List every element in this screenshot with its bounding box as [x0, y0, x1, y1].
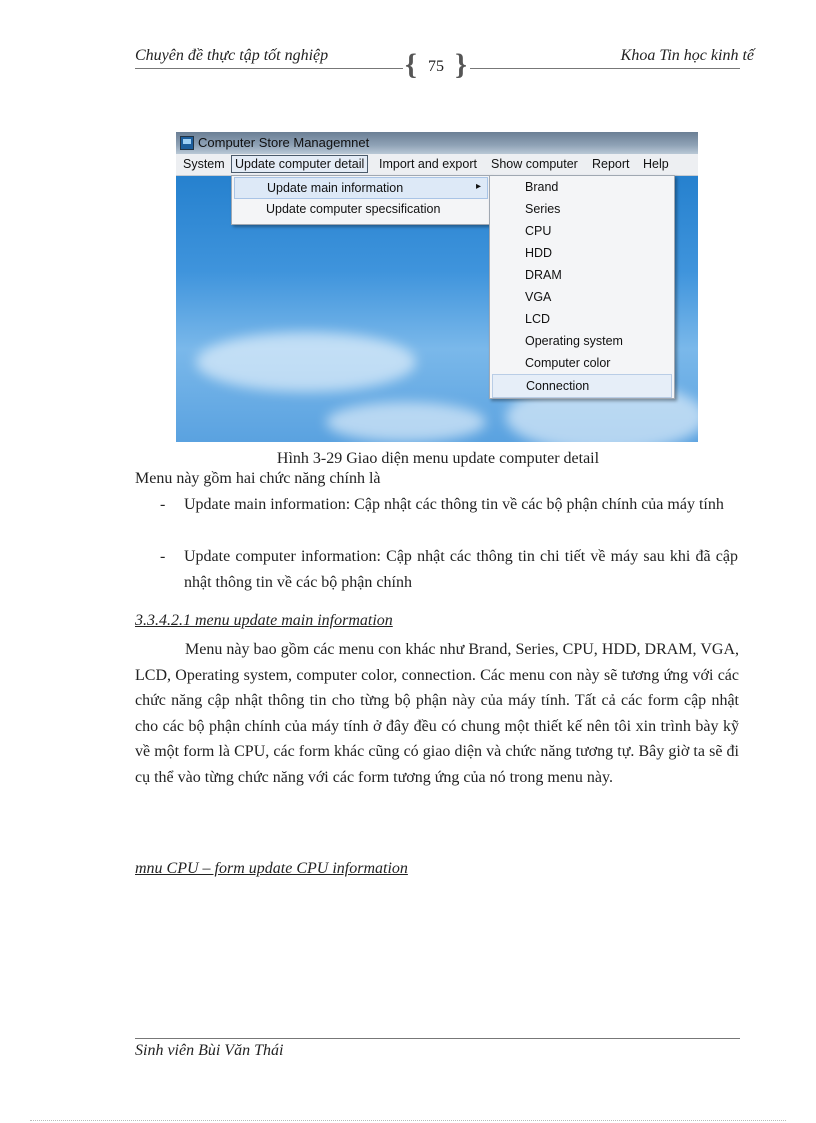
- page-number: 75: [428, 58, 444, 75]
- header-rule-left: [135, 68, 403, 69]
- menu-item-vga[interactable]: VGA: [525, 290, 552, 304]
- submenu-update-specification[interactable]: Update computer specsification: [266, 202, 441, 216]
- bullet-marker: -: [160, 548, 166, 565]
- figure-caption: Hình 3-29 Giao diện menu update computer detail: [276, 450, 600, 467]
- menu-bar: [176, 154, 698, 176]
- intro-text: Menu này gồm hai chức năng chính là: [135, 470, 381, 487]
- bullet-marker: -: [160, 496, 166, 513]
- page-number-box: { 75 }: [405, 48, 467, 81]
- sub-heading: mnu CPU – form update CPU information: [135, 860, 408, 877]
- menu-update-computer-detail[interactable]: Update computer detail: [231, 155, 368, 173]
- footer-text: Sinh viên Bùi Văn Thái: [135, 1042, 284, 1059]
- menu-item-operating-system[interactable]: Operating system: [525, 334, 623, 348]
- submenu-update-main-information[interactable]: Update main information ▸: [234, 177, 488, 199]
- page-bottom-rule: [30, 1120, 786, 1121]
- header-right: Khoa Tin học kinh tế: [620, 47, 754, 64]
- menu-item-brand[interactable]: Brand: [525, 180, 559, 194]
- submenu-arrow-icon: ▸: [475, 181, 481, 192]
- menu-item-cpu[interactable]: CPU: [525, 224, 552, 238]
- body-paragraph: Menu này bao gồm các menu con khác như Brand, Series, CPU, HDD, DRAM, VGA, LCD, Operating system, computer color, connection. Các menu con này sẽ tương ứng với các chức năng cập nhật thông tin cho từng bộ phận này của máy tính. Tất cả các form cập nhật cho các bộ phận chính của máy tính ở đây đều có chung một thiết kế nên tôi xin trình bày kỹ về một form là CPU, các form khác cũng có giao diện và chức năng tương tự. Bây giờ ta sẽ đi cụ thể vào từng chức năng với các form tương ứng của nó trong menu này.: [135, 641, 739, 786]
- submenu-main-information: [489, 175, 675, 399]
- menu-system[interactable]: System: [183, 157, 225, 171]
- window-title: Computer Store Managemnet: [198, 135, 370, 150]
- footer-rule: [135, 1038, 740, 1039]
- menu-import-export[interactable]: Import and export: [379, 157, 477, 171]
- app-icon: [180, 136, 194, 150]
- menu-report[interactable]: Report: [592, 157, 630, 171]
- bullet-item: Update main information: Cập nhật các thông tin về các bộ phận chính của máy tính: [184, 496, 724, 513]
- menu-show-computer[interactable]: Show computer: [491, 157, 578, 171]
- header-left: Chuyên đề thực tập tốt nghiệp: [135, 47, 329, 64]
- header-rule-right: [470, 68, 740, 69]
- menu-screenshot: [176, 132, 698, 442]
- bullet-item: Update computer information: Cập nhật các thông tin chi tiết về máy sau khi đã cập nhật thông tin về các bộ phận chính: [184, 548, 738, 591]
- section-heading: 3.3.4.2.1 menu update main information: [135, 612, 393, 629]
- submenu-update: [231, 175, 491, 225]
- menu-item-computer-color[interactable]: Computer color: [525, 356, 611, 370]
- menu-item-series[interactable]: Series: [525, 202, 561, 216]
- menu-item-dram[interactable]: DRAM: [525, 268, 562, 282]
- title-bar: [176, 132, 698, 154]
- menu-item-lcd[interactable]: LCD: [525, 312, 551, 326]
- menu-help[interactable]: Help: [643, 157, 669, 171]
- menu-item-connection[interactable]: Connection: [492, 374, 672, 398]
- menu-item-hdd[interactable]: HDD: [525, 246, 553, 260]
